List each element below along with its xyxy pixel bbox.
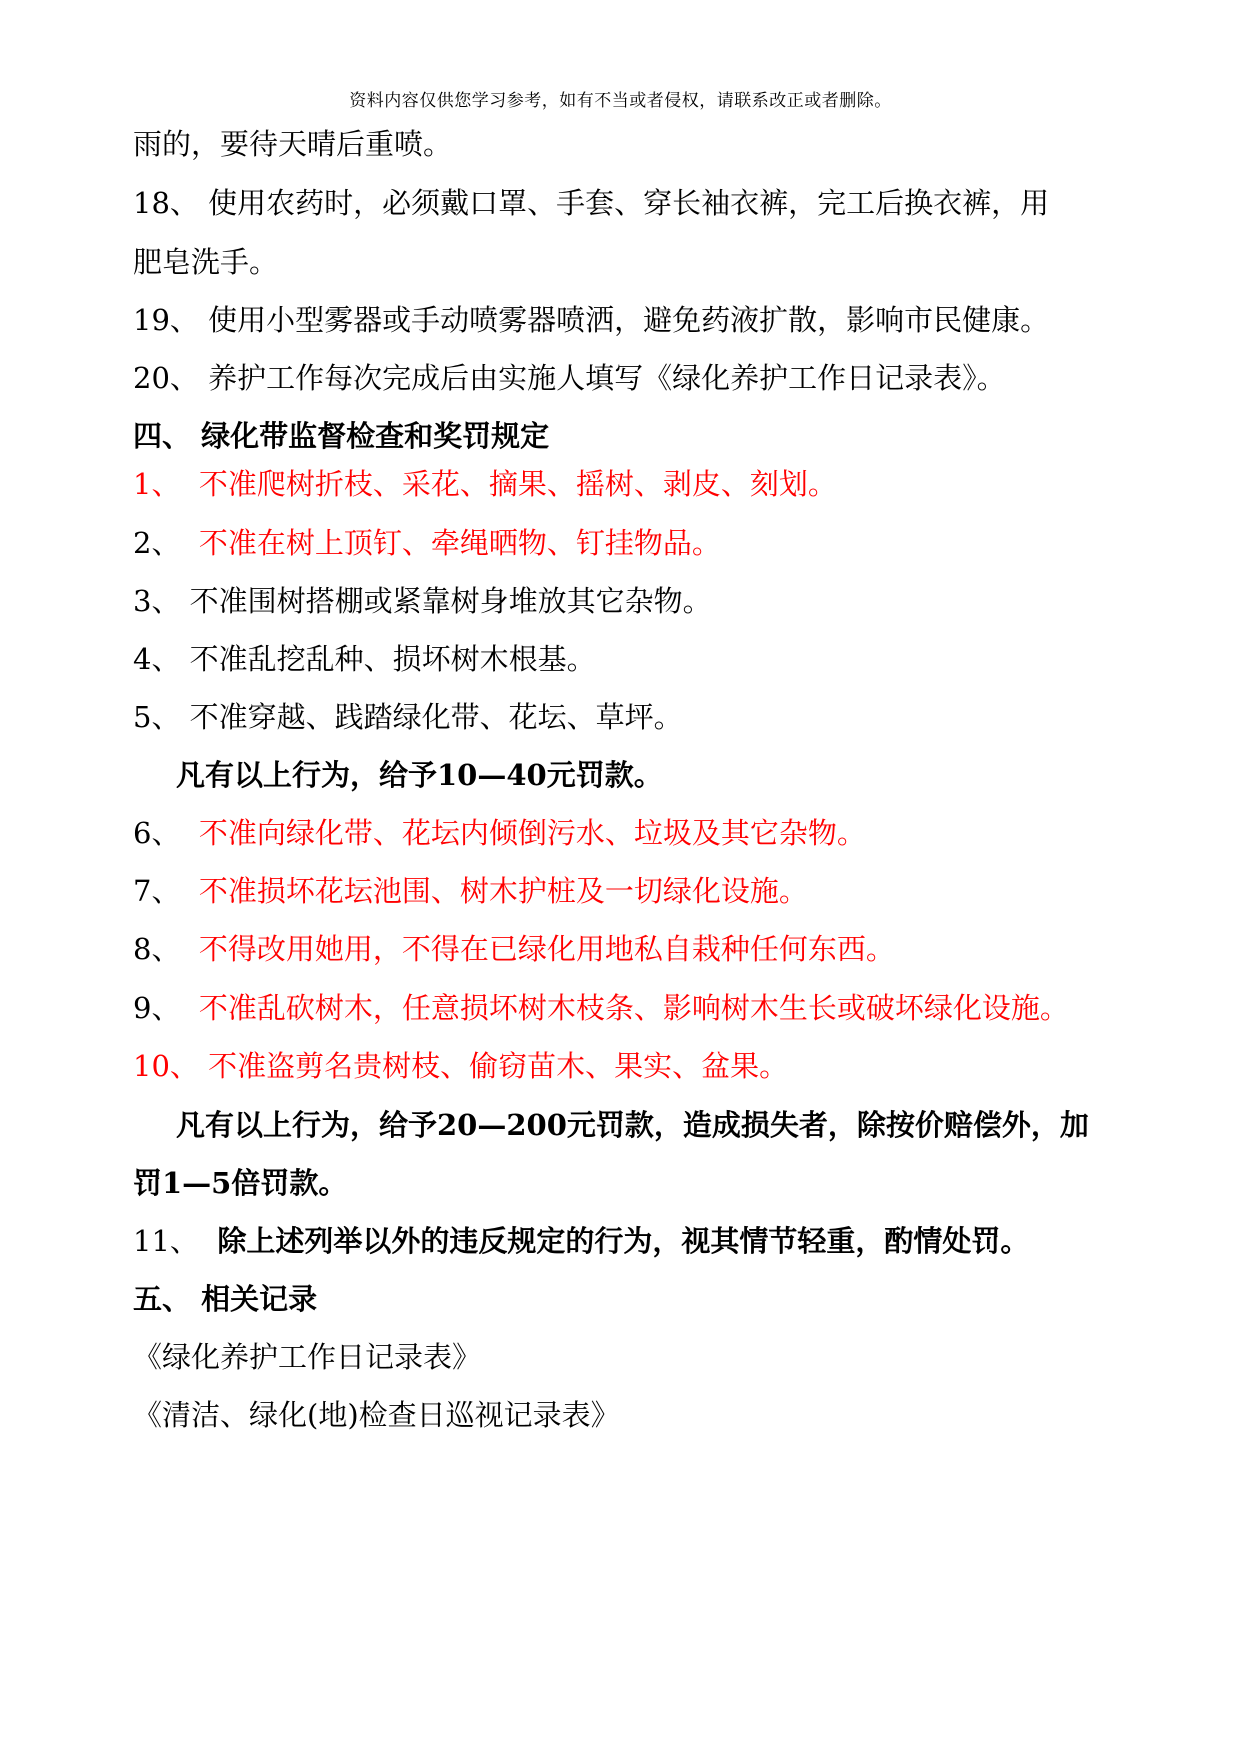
record-item-2: 《清洁、绿化(地)检查日巡视记录表》	[133, 1398, 620, 1432]
rule-1	[133, 464, 837, 504]
rule-3: 3、 不准围树搭棚或紧靠树身堆放其它杂物。	[133, 584, 712, 618]
rule-text: 不准向绿化带、花坛内倾倒污水、垃圾及其它杂物。	[198, 816, 866, 850]
rule-text: 不得改用她用，不得在已绿化用地私自栽种任何东西。	[198, 932, 895, 966]
rule-number: 9、	[133, 991, 181, 1025]
item-20: 20、 养护工作每次完成后由实施人填写《绿化养护工作日记录表》。	[133, 361, 1006, 395]
rule-6	[133, 813, 866, 853]
rule-text: 不准损坏花坛池围、树木护桩及一切绿化设施。	[198, 874, 808, 908]
rule-number: 7、	[133, 874, 181, 908]
section-4-heading: 四、 绿化带监督检查和奖罚规定	[133, 419, 550, 453]
rule-number: 11、	[133, 1224, 199, 1258]
rule-text: 不准乱砍树木，任意损坏树木枝条、影响树木生长或破坏绿化设施。	[198, 991, 1069, 1025]
rule-7	[133, 871, 808, 911]
rule-5: 5、 不准穿越、践踏绿化带、花坛、草坪。	[133, 700, 683, 734]
rule-number: 1、	[133, 467, 181, 501]
rule-number: 2、	[133, 526, 181, 560]
rule-4: 4、 不准乱挖乱种、损坏树木根基。	[133, 642, 596, 676]
item-18-line1: 18、 使用农药时，必须戴口罩、手套、穿长袖衣裤，完工后换衣裤，用	[133, 186, 1050, 220]
rule-10: 10、 不准盗剪名贵树枝、偷窃苗木、果实、盆果。	[133, 1049, 789, 1083]
fine-clause-2-line2: 罚1—5倍罚款。	[133, 1166, 348, 1200]
fine-clause-2-line1: 凡有以上行为，给予20—200元罚款，造成损失者，除按价赔偿外，加	[176, 1108, 1089, 1142]
item-18-line2: 肥皂洗手。	[133, 245, 279, 279]
rule-number: 8、	[133, 932, 181, 966]
paragraph-line: 雨的，要待天晴后重喷。	[133, 127, 453, 161]
disclaimer-header: 资料内容仅供您学习参考，如有不当或者侵权，请联系改正或者删除。	[349, 91, 892, 111]
rule-text: 除上述列举以外的违反规定的行为，视其情节轻重，酌情处罚。	[217, 1224, 1030, 1258]
fine-clause-1: 凡有以上行为，给予10—40元罚款。	[176, 758, 663, 792]
rule-9	[133, 988, 1069, 1028]
rule-text: 不准在树上顶钉、牵绳晒物、钉挂物品。	[198, 526, 721, 560]
rule-number: 6、	[133, 816, 181, 850]
rule-8	[133, 929, 895, 969]
record-item-1: 《绿化养护工作日记录表》	[133, 1340, 482, 1374]
item-19: 19、 使用小型雾器或手动喷雾器喷洒，避免药液扩散，影响市民健康。	[133, 303, 1050, 337]
section-5-heading: 五、 相关记录	[133, 1282, 318, 1316]
rule-2	[133, 523, 721, 563]
rule-text: 不准爬树折枝、采花、摘果、摇树、剥皮、刻划。	[198, 467, 837, 501]
rule-11	[133, 1221, 1029, 1261]
